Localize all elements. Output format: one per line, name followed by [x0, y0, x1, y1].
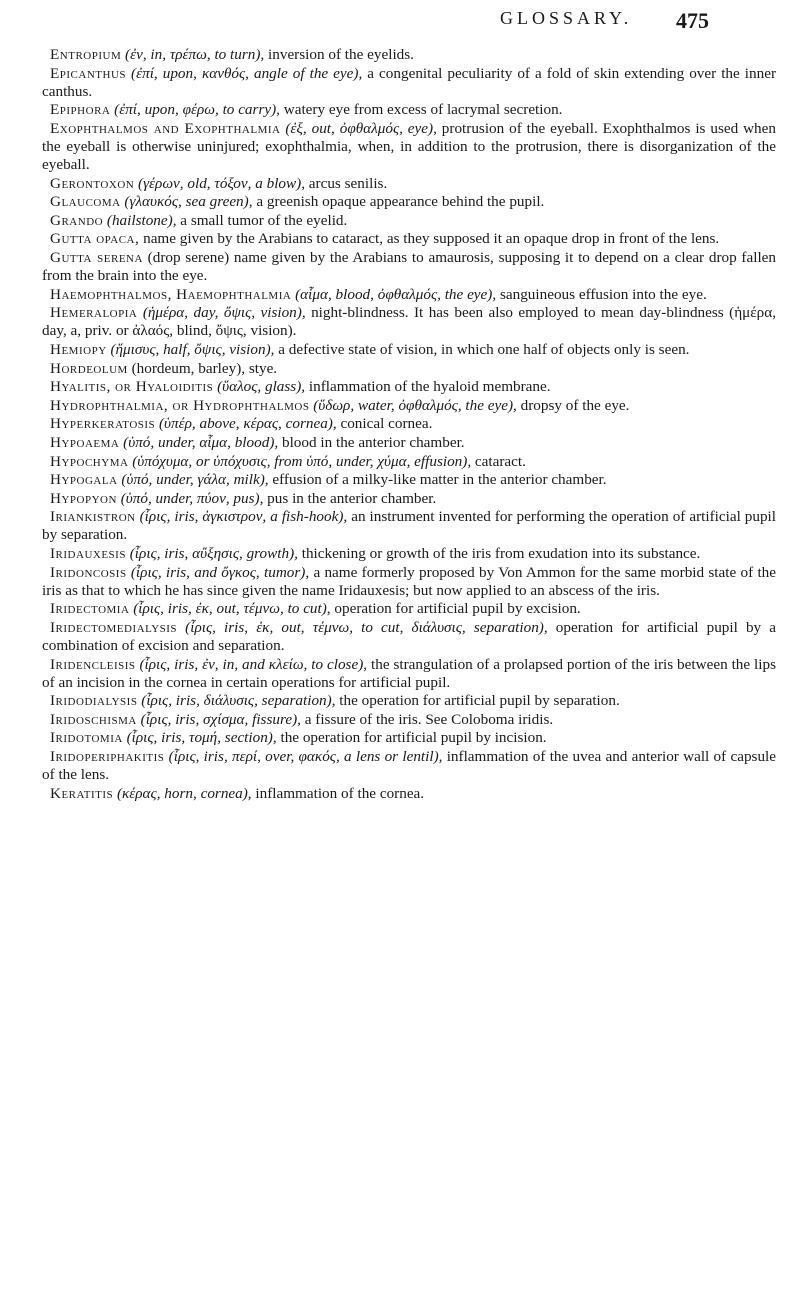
entry-etymology: (ἶρις, iris, περί, over, φακός, a lens or lentil), [168, 748, 443, 766]
entry-definition: night-blindness. It has been also employed to mean day-blindness (ἡμέρα, day, a, priv. or ἀλαός, blind, ὄψις, vision). [42, 304, 777, 340]
entry-definition: a congenital peculiarity of a fold of skin extending over the inner canthus. [42, 64, 776, 100]
entry-term: Iridectomedialysis [50, 618, 178, 636]
entry-term: Haemophthalmos, Haemophthalmia [50, 285, 292, 303]
entry-definition: thickening or growth of the iris from exudation into its substance. [297, 545, 701, 563]
entry-etymology: (ἥμισυς, half, ὄψις, vision), [110, 341, 275, 358]
entry-etymology: (ἡμέρα, day, ὄψις, vision), [142, 304, 306, 322]
entry-term: Iriankistron [50, 508, 136, 526]
entry-definition: cataract. [471, 452, 526, 470]
entry-etymology: (hailstone), [106, 211, 177, 229]
entry-etymology: (ἐξ, out, ὀφθαλμός, eye), [285, 119, 437, 137]
entry-definition: a fissure of the iris. See Coloboma iridis. [300, 710, 554, 728]
entry-term: Iridoncosis [50, 563, 127, 581]
running-title: GLOSSARY. [500, 8, 633, 28]
entry-definition: the strangulation of a prolapsed portion of the iris between the lips of an incision in the cornea in certain operations for artificial pupil. [42, 655, 776, 691]
entry-term: Glaucoma [50, 193, 121, 211]
entry-term: Epicanthus [50, 64, 127, 82]
entry-definition: watery eye from excess of lacrymal secretion. [279, 101, 563, 119]
glossary-entry [42, 785, 776, 803]
entry-etymology: (γέρων, old, τόξον, a blow), [138, 174, 305, 192]
glossary-entry [42, 341, 776, 359]
glossary-entry [42, 46, 776, 64]
entry-term: Gerontoxon [50, 174, 135, 192]
entry-etymology: (γλαυκός, sea green), [124, 193, 253, 211]
glossary-entry [42, 360, 776, 378]
entry-definition: inflammation of the cornea. [251, 784, 425, 802]
entry-definition: a small tumor of the eyelid. [176, 211, 348, 229]
entry-etymology: (ὑπό, under, πύον, pus), [120, 489, 264, 507]
glossary-entry [42, 434, 776, 452]
entry-term: Hyperkeratosis [50, 415, 156, 433]
entry-definition: a name formerly proposed by Von Ammon for the same morbid state of the iris as that to which he has since given the name Iridauxesis; but now applied to an abscess of the iris. [42, 563, 776, 599]
entry-etymology: (ἶρις, iris, and ὄγκος, tumor), [130, 563, 310, 581]
entry-definition: (hordeum, barley), stye. [127, 359, 278, 377]
entry-etymology: (ἶρις, iris, ἐκ, out, τέμνω, to cut), [133, 600, 331, 618]
glossary-entry [42, 286, 776, 304]
entry-term: Keratitis [50, 784, 114, 802]
glossary-entry [42, 249, 776, 285]
entry-definition: inflammation of the hyaloid membrane. [305, 378, 551, 396]
entry-definition: arcus senilis. [305, 174, 388, 192]
entry-etymology: (ἶρις, iris, σχίσμα, fissure), [140, 710, 301, 728]
entry-definition: inflammation of the uvea and anterior wall of capsule of the lens. [42, 748, 776, 784]
entry-term: Exophthalmos and Exophthalmia [50, 119, 281, 137]
entry-term: Iridoperiphakitis [50, 748, 165, 766]
glossary-entry [42, 212, 776, 230]
entry-term: Hordeolum [50, 359, 128, 377]
entry-term: Hemiopy [50, 341, 107, 358]
glossary-entry [42, 508, 776, 544]
glossary-entry [42, 471, 776, 489]
entry-definition: operation for artificial pupil by a combination of excision and separation. [42, 618, 777, 654]
entry-etymology: (ὑπό, under, αἷμα, blood), [123, 433, 279, 451]
glossary-entry [42, 453, 776, 471]
glossary-entry [42, 711, 776, 729]
entry-etymology: (ἐπί, upon, φέρω, to carry), [114, 101, 280, 119]
entry-etymology: (ἶρις, iris, ἀγκιστρον, a fish-hook), [139, 508, 348, 526]
entry-definition: a defective state of vision, in which one half of objects only is seen. [274, 341, 690, 358]
entry-etymology: (ἶρις, iris, διάλυσις, separation), [141, 692, 336, 710]
glossary-entry [42, 619, 776, 655]
entry-definition: the operation for artificial pupil by incision. [276, 729, 547, 747]
glossary-entry [42, 193, 776, 211]
entry-definition: pus in the anterior chamber. [263, 489, 437, 507]
entry-definition: (drop serene) name given by the Arabians to amaurosis, supposing it to depend on a clear drop fallen from the brain into the eye. [42, 249, 776, 285]
entry-definition: inversion of the eyelids. [264, 46, 414, 63]
entry-term: Iridencleisis [50, 655, 136, 673]
glossary-entry [42, 65, 776, 101]
glossary-entry [42, 692, 776, 710]
entry-definition: operation for artificial pupil by excision. [330, 600, 581, 618]
entry-etymology: (ὕδωρ, water, ὀφθαλμός, the eye), [313, 396, 517, 414]
entry-definition: the operation for artificial pupil by separation. [335, 692, 620, 710]
glossary-entry [42, 564, 776, 600]
entry-definition: protrusion of the eyeball. Exophthalmos is used when the eyeball is otherwise uninjured; exophthalmia, when, in addition to the protrusion, there is disorganization of the eyeball. [42, 119, 776, 174]
entry-definition: name given by the Arabians to cataract, as they supposed it an opaque drop in front of the lens. [139, 230, 720, 248]
entry-etymology: (ἶρις, iris, τομή, section), [126, 729, 277, 747]
entry-definition: an instrument invented for performing the operation of artificial pupil by separation. [42, 508, 777, 544]
entry-etymology: (ἶρις, iris, αὔξησις, growth), [129, 545, 298, 563]
glossary-entry [42, 175, 776, 193]
entry-term: Gutta serena [50, 249, 143, 267]
entry-etymology: (ὕαλος, glass), [217, 378, 306, 396]
glossary-entry [42, 600, 776, 618]
glossary-entry [42, 748, 776, 784]
page-number: 475 [676, 8, 709, 33]
glossary-entries [42, 46, 776, 803]
entry-definition: blood in the anterior chamber. [278, 433, 465, 451]
entry-term: Iridodialysis [50, 692, 138, 710]
glossary-entry [42, 120, 776, 174]
entry-term: Hypoaema [50, 433, 120, 451]
running-head [0, 8, 800, 38]
glossary-entry [42, 101, 776, 119]
entry-term: Gutta opaca, [50, 230, 140, 248]
entry-term: Iridoschisma [50, 710, 137, 728]
entry-term: Epiphora [50, 101, 111, 119]
glossary-entry [42, 729, 776, 747]
entry-etymology: (ἶρις, iris, ἐκ, out, τέμνω, to cut, διάλυσις, separation), [185, 618, 548, 636]
glossary-entry [42, 656, 776, 692]
entry-term: Grando [50, 211, 104, 229]
entry-etymology: (ἐπί, upon, κανθός, angle of the eye), [131, 64, 363, 82]
entry-term: Entropium [50, 46, 122, 63]
entry-definition: a greenish opaque appearance behind the pupil. [252, 193, 545, 211]
entry-etymology: (ἐν, in, τρέπω, to turn), [125, 46, 265, 63]
entry-term: Hypochyma [50, 452, 129, 470]
glossary-entry [42, 304, 776, 340]
glossary-entry [42, 397, 776, 415]
entry-definition: conical cornea. [336, 415, 433, 433]
glossary-entry [42, 490, 776, 508]
glossary-entry [42, 415, 776, 433]
entry-etymology: (ὑπόχυμα, or ὑπόχυσις, from ὑπό, under, χύμα, effusion), [132, 452, 472, 470]
entry-definition: effusion of a milky-like matter in the anterior chamber. [268, 471, 607, 489]
entry-etymology: (ὑπέρ, above, κέρας, cornea), [158, 415, 337, 433]
entry-etymology: (αἷμα, blood, ὀφθαλμός, the eye), [295, 285, 497, 303]
entry-etymology: (ὑπό, under, γάλα, milk), [121, 471, 269, 489]
entry-term: Hypogala [50, 471, 118, 489]
entry-etymology: (ἶρις, iris, ἐν, in, and κλείω, to close), [139, 655, 368, 673]
glossary-entry [42, 230, 776, 248]
entry-term: Iridectomia [50, 600, 130, 618]
entry-term: Iridotomia [50, 729, 123, 747]
glossary-entry [42, 545, 776, 563]
entry-term: Iridauxesis [50, 545, 126, 563]
entry-term: Hyalitis, or Hyaloiditis [50, 378, 214, 396]
entry-term: Hydrophthalmia, or Hydrophthalmos [50, 396, 310, 414]
entry-term: Hypopyon [50, 489, 117, 507]
entry-etymology: (κέρας, horn, cornea), [116, 784, 252, 802]
entry-term: Hemeralopia [50, 304, 138, 322]
glossary-entry [42, 378, 776, 396]
entry-definition: dropsy of the eye. [516, 396, 630, 414]
entry-definition: sanguineous effusion into the eye. [496, 285, 707, 303]
